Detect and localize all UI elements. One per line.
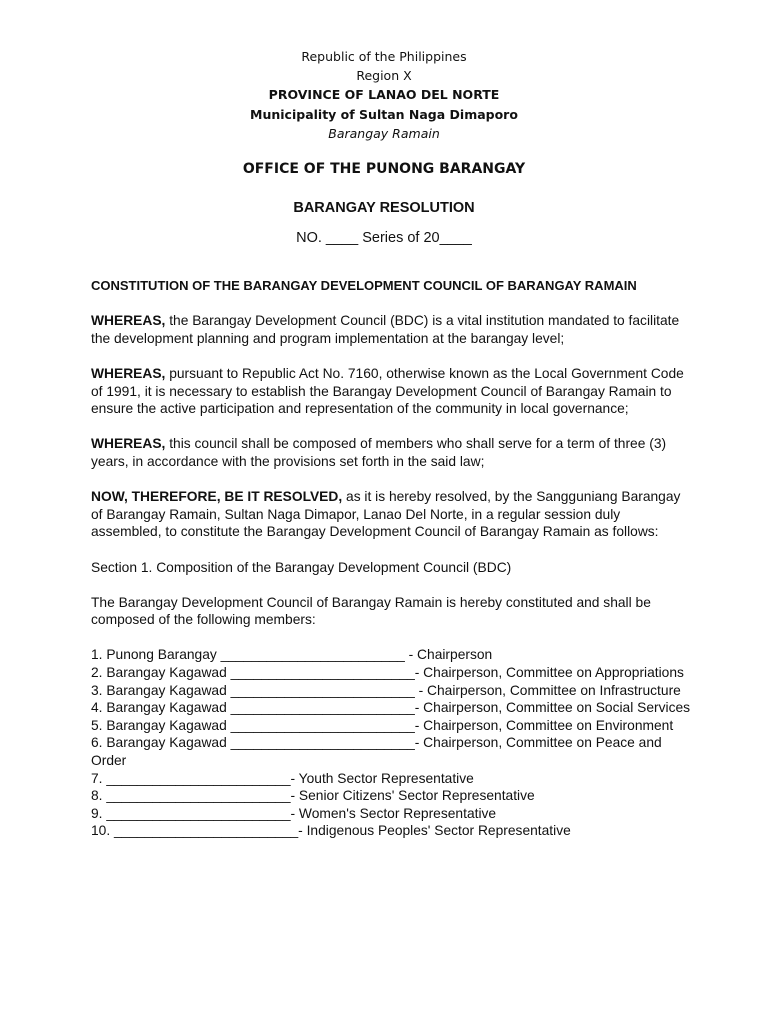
resolution-subject: CONSTITUTION OF THE BARANGAY DEVELOPMENT COUNCIL OF BARANGAY RAMAIN bbox=[91, 278, 637, 293]
resolution-body bbox=[91, 277, 691, 840]
member-item: 4. Barangay Kagawad ________________________- Chairperson, Committee on Social Services bbox=[91, 700, 691, 716]
whereas-lead: WHEREAS, bbox=[91, 313, 166, 329]
member-item: 5. Barangay Kagawad ________________________- Chairperson, Committee on Environment bbox=[91, 717, 674, 733]
section-heading: Section 1. Composition of the Barangay Development Council (BDC) bbox=[91, 559, 512, 575]
letterhead bbox=[0, 47, 768, 143]
composition-intro: The Barangay Development Council of Barangay Ramain is hereby constituted and shall be composed of the following members: bbox=[91, 594, 651, 628]
member-item: 10. ________________________- Indigenous Peoples' Sector Representative bbox=[91, 823, 571, 839]
whereas-lead: WHEREAS, bbox=[91, 365, 166, 381]
whereas-text: the Barangay Development Council (BDC) is a vital institution mandated to facilitate the development planning and program implementation at the barangay level; bbox=[91, 313, 680, 346]
member-item: 2. Barangay Kagawad ________________________- Chairperson, Committee on Appropriations bbox=[91, 665, 684, 681]
letterhead-province: PROVINCE OF LANAO DEL NORTE bbox=[268, 87, 500, 103]
member-item: 9. ________________________- Women's Sector Representative bbox=[91, 805, 497, 821]
whereas-text: this council shall be composed of members who shall serve for a term of three (3) years, in accordance with the provisions set forth in the said law; bbox=[91, 436, 667, 469]
letterhead-municipality: Municipality of Sultan Naga Dimaporo bbox=[250, 106, 518, 122]
resolved-text: as it is hereby resolved, by the Sangguniang Barangay of Barangay Ramain, Sultan Naga Dimapor, Lanao Del Norte, in a regular session duly assembled, to constitute the Barangay Development Council of Barangay Ramain as follows: bbox=[91, 489, 681, 540]
resolution-number: NO. ____ Series of 20____ bbox=[296, 230, 472, 246]
resolved-lead: NOW, THEREFORE, BE IT RESOLVED, bbox=[91, 489, 343, 505]
resolution-title: BARANGAY RESOLUTION bbox=[293, 200, 475, 216]
whereas-clause-1 bbox=[91, 312, 691, 347]
letterhead-barangay: Barangay Ramain bbox=[328, 125, 440, 141]
member-item: 7. ________________________- Youth Sector Representative bbox=[91, 770, 474, 786]
member-item: 3. Barangay Kagawad ________________________ - Chairperson, Committee on Infrastructure bbox=[91, 682, 681, 698]
whereas-clause-2 bbox=[91, 365, 691, 418]
office-title: OFFICE OF THE PUNONG BARANGAY bbox=[242, 161, 526, 177]
whereas-lead: WHEREAS, bbox=[91, 436, 166, 452]
member-item: 1. Punong Barangay ________________________ - Chairperson bbox=[91, 647, 493, 663]
member-item: 8. ________________________- Senior Citizens' Sector Representative bbox=[91, 788, 535, 804]
letterhead-region: Region X bbox=[356, 68, 412, 84]
whereas-clause-3 bbox=[91, 435, 691, 470]
resolved-clause bbox=[91, 488, 691, 541]
member-list bbox=[91, 646, 691, 840]
letterhead-republic: Republic of the Philippines bbox=[301, 49, 467, 64]
whereas-text: pursuant to Republic Act No. 7160, otherwise known as the Local Government Code of 1991, it is necessary to establish the Barangay Development Council of Barangay Ramain to ensure the active participation and representation of the community in local governance; bbox=[91, 365, 684, 417]
member-item: 6. Barangay Kagawad ________________________- Chairperson, Committee on Peace and Order bbox=[91, 735, 662, 769]
